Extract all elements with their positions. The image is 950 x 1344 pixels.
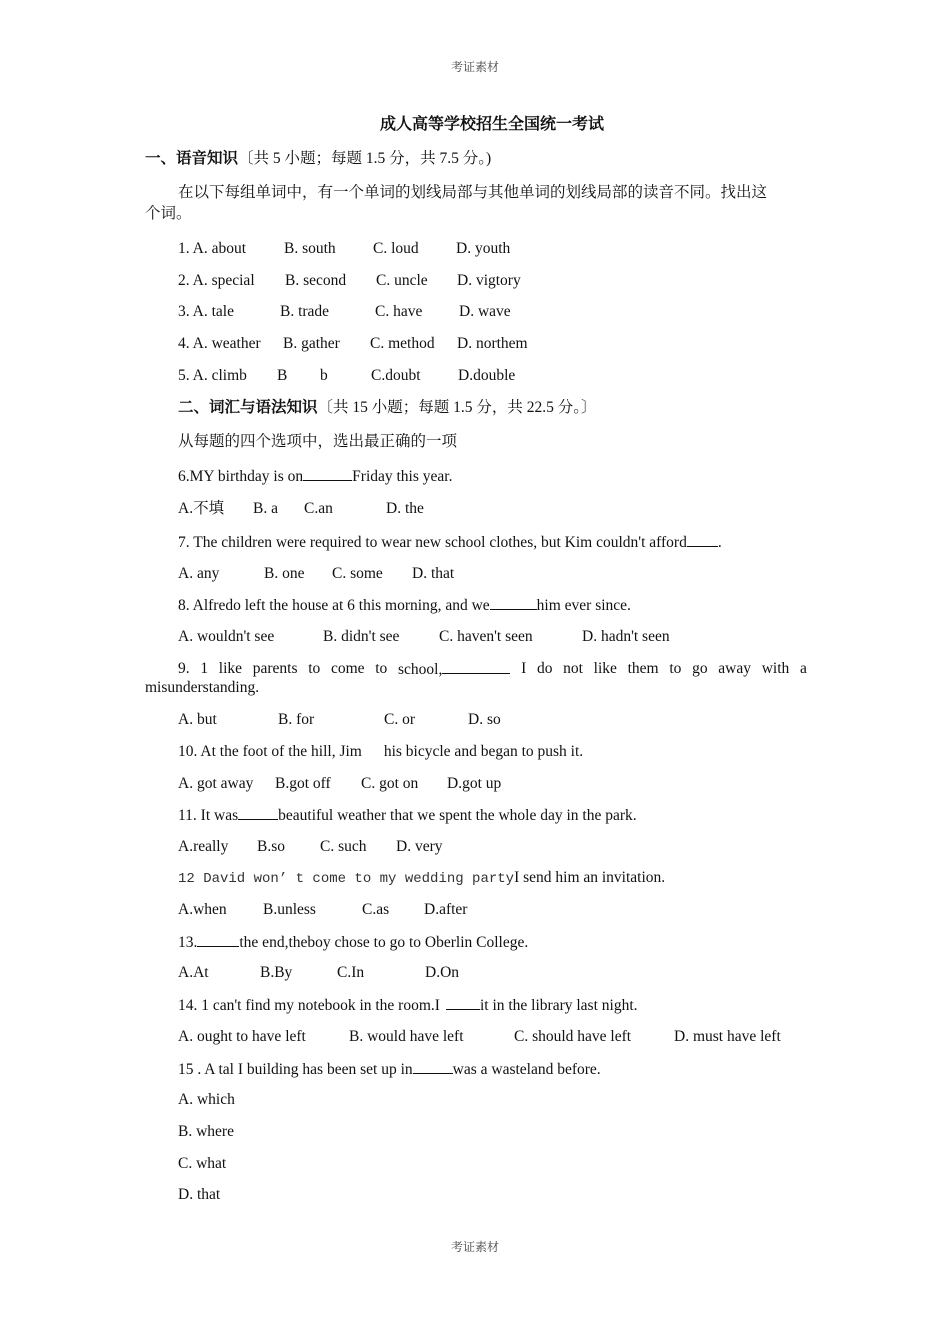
q11-options bbox=[178, 837, 443, 857]
q5-option-b: B bbox=[277, 367, 288, 384]
question-12 bbox=[178, 868, 665, 889]
q7-option-a: A. any bbox=[178, 565, 220, 582]
q14-options bbox=[178, 1027, 781, 1047]
q13-stem-end: the end,theboy chose to go to Oberlin College. bbox=[239, 934, 529, 951]
question-9 bbox=[178, 659, 807, 680]
q8-option-c: C. haven't seen bbox=[439, 628, 533, 645]
q2-option-c: C. uncle bbox=[376, 272, 428, 289]
q9-option-c: C. or bbox=[384, 711, 415, 728]
q2-option-a: 2. A. special bbox=[178, 272, 255, 289]
section2-instruction: 从每题的四个选项中，选出最正确的一项 bbox=[178, 433, 458, 450]
q9-word: I bbox=[521, 660, 527, 677]
q15-option-c: C. what bbox=[178, 1155, 227, 1172]
q15-stem-start: 15 . A tal I building has been set up in bbox=[178, 1061, 413, 1078]
q14-option-c: C. should have left bbox=[514, 1028, 632, 1045]
q13-stem-start: 13. bbox=[178, 934, 198, 951]
q12-option-c: C.as bbox=[362, 901, 390, 918]
q14-option-d: D. must have left bbox=[674, 1028, 781, 1045]
question-6 bbox=[178, 466, 452, 487]
section1-note: 〔共 5 小题；每题 1.5 分，共 7.5 分。) bbox=[238, 150, 492, 167]
q8-options bbox=[178, 627, 670, 647]
q4-option-a: 4. A. weather bbox=[178, 335, 261, 352]
q13-option-b: B.By bbox=[260, 964, 293, 981]
q9-word: with bbox=[761, 660, 790, 677]
q6-option-d: D. the bbox=[386, 500, 424, 517]
q9-word: to bbox=[669, 660, 682, 677]
q9-word: 9. bbox=[178, 660, 190, 677]
question-8 bbox=[178, 595, 631, 616]
q8-option-b: B. didn't see bbox=[323, 628, 400, 645]
q11-option-c: C. such bbox=[320, 838, 367, 855]
q2-option-b: B. second bbox=[285, 272, 347, 289]
q15-stem-end: was a wasteland before. bbox=[452, 1061, 601, 1078]
q6-stem-start: 6.MY birthday is on bbox=[178, 468, 304, 485]
section1-heading: 一、语音知识 bbox=[145, 150, 239, 167]
q14-blank bbox=[446, 995, 480, 1010]
q9-word: to bbox=[308, 660, 321, 677]
q10-option-d: D.got up bbox=[447, 775, 502, 792]
section2-note: 〔共 15 小题；每题 1.5 分，共 22.5 分。〕 bbox=[317, 399, 597, 416]
q11-option-d: D. very bbox=[396, 838, 443, 855]
q11-option-a: A.really bbox=[178, 838, 229, 855]
question-7 bbox=[178, 532, 722, 553]
q7-option-c: C. some bbox=[332, 565, 383, 582]
q4-option-b: B. gather bbox=[283, 335, 340, 352]
question-14 bbox=[178, 995, 638, 1016]
q9-option-a: A. but bbox=[178, 711, 217, 728]
q15-option-a: A. which bbox=[178, 1091, 235, 1108]
q9-word: go bbox=[692, 660, 708, 677]
q10-stem-end: his bicycle and began to push it. bbox=[383, 743, 584, 760]
question-2 bbox=[178, 271, 521, 291]
question-13 bbox=[178, 932, 528, 953]
page-footer: 考证素材 bbox=[450, 1240, 499, 1254]
section2-heading-line bbox=[178, 398, 597, 418]
exam-title: 成人高等学校招生全国统一考试 bbox=[379, 116, 604, 133]
q9-word: like bbox=[218, 660, 243, 677]
q13-blank bbox=[197, 932, 239, 947]
q8-option-d: D. hadn't seen bbox=[582, 628, 670, 645]
question-11 bbox=[178, 805, 637, 826]
q9-word: do bbox=[536, 660, 553, 677]
q13-options bbox=[178, 963, 459, 983]
q9-word: school, bbox=[398, 661, 443, 678]
q15-blank bbox=[413, 1059, 453, 1074]
q8-stem-start: 8. Alfredo left the house at 6 this morning, and we bbox=[178, 597, 490, 614]
q1-option-a: 1. A. about bbox=[178, 240, 247, 257]
q12-option-a: A.when bbox=[178, 901, 227, 918]
q7-option-b: B. one bbox=[264, 565, 305, 582]
q5-option-d: D.double bbox=[458, 367, 516, 384]
q4-option-c: C. method bbox=[370, 335, 435, 352]
q5-option-a: 5. A. climb bbox=[178, 367, 247, 384]
q6-option-a: A.不填 bbox=[178, 500, 225, 517]
q9-word: not bbox=[563, 660, 583, 677]
q8-blank bbox=[490, 595, 537, 610]
q6-option-c: C.an bbox=[304, 500, 333, 517]
q10-options bbox=[178, 774, 501, 794]
question-3 bbox=[178, 302, 511, 322]
q14-stem-start: 14. 1 can't find my notebook in the room.I bbox=[178, 997, 440, 1014]
q13-option-d: D.On bbox=[425, 964, 460, 981]
q1-option-c: C. loud bbox=[373, 240, 419, 257]
question-5 bbox=[178, 366, 515, 386]
q7-option-d: D. that bbox=[412, 565, 455, 582]
q9-word: away bbox=[718, 660, 751, 677]
q8-stem-end: him ever since. bbox=[536, 597, 631, 614]
q13-option-a: A.At bbox=[178, 964, 209, 981]
q6-blank bbox=[303, 466, 352, 481]
q9-word: parents bbox=[252, 660, 298, 677]
q8-option-a: A. wouldn't see bbox=[178, 628, 275, 645]
q3-option-b: B. trade bbox=[280, 303, 330, 320]
q9-option-d: D. so bbox=[468, 711, 501, 728]
q12-option-b: B.unless bbox=[263, 901, 316, 918]
question-15 bbox=[178, 1059, 601, 1080]
q14-stem-end: it in the library last night. bbox=[479, 997, 638, 1014]
q10-option-a: A. got away bbox=[178, 775, 254, 792]
q3-option-c: C. have bbox=[375, 303, 423, 320]
section1-instruction-cont: 个词。 bbox=[145, 205, 192, 222]
q9-option-b: B. for bbox=[278, 711, 315, 728]
q7-stem-start: 7. The children were required to wear new school clothes, but Kim couldn't afford bbox=[178, 534, 687, 551]
q9-word: a bbox=[799, 660, 807, 677]
q12-stem-end: I send him an invitation. bbox=[514, 869, 666, 886]
q10-option-c: C. got on bbox=[361, 775, 419, 792]
q3-option-a: 3. A. tale bbox=[178, 303, 234, 320]
section1-heading-line bbox=[145, 149, 491, 169]
q10-option-b: B.got off bbox=[275, 775, 331, 792]
q12-stem-start: 12 David won’ t come to my wedding party bbox=[178, 871, 515, 887]
q7-stem-end: . bbox=[717, 534, 722, 551]
q7-options bbox=[178, 564, 454, 584]
q9-word: come bbox=[330, 660, 365, 677]
q15-option-d: D. that bbox=[178, 1186, 221, 1203]
q5-option-b-word: b bbox=[320, 367, 328, 384]
page-header: 考证素材 bbox=[450, 60, 499, 74]
q11-option-b: B.so bbox=[257, 838, 285, 855]
q2-option-d: D. vigtory bbox=[457, 272, 521, 289]
q12-options bbox=[178, 900, 467, 920]
q12-option-d: D.after bbox=[424, 901, 468, 918]
q15-option-b: B. where bbox=[178, 1123, 234, 1140]
q9-word: 1 bbox=[200, 660, 209, 677]
q1-option-d: D. youth bbox=[456, 240, 511, 257]
q9-options bbox=[178, 710, 501, 730]
question-4 bbox=[178, 334, 528, 354]
q9-word: them bbox=[627, 660, 659, 677]
q11-stem-end: beautiful weather that we spent the whole day in the park. bbox=[278, 807, 637, 824]
q6-stem-end: Friday this year. bbox=[352, 468, 453, 485]
q13-option-c: C.In bbox=[337, 964, 365, 981]
q9-blank bbox=[442, 659, 510, 674]
q4-option-d: D. northem bbox=[457, 335, 528, 352]
q5-option-c: C.doubt bbox=[371, 367, 421, 384]
q9-word: like bbox=[593, 660, 617, 677]
section1-instruction: 在以下每组单词中，有一个单词的划线局部与其他单词的划线局部的读音不同。找出这 bbox=[178, 184, 768, 201]
q11-stem-start: 11. It was bbox=[178, 807, 239, 824]
q9-stem-cont: misunderstanding. bbox=[145, 679, 260, 696]
q11-blank bbox=[238, 805, 278, 820]
q3-option-d: D. wave bbox=[459, 303, 511, 320]
q9-word-with-blank bbox=[398, 659, 510, 680]
q10-stem-start: 10. At the foot of the hill, Jim bbox=[178, 743, 362, 760]
q14-option-a: A. ought to have left bbox=[178, 1028, 306, 1045]
question-1 bbox=[178, 239, 510, 259]
q6-option-b: B. a bbox=[253, 500, 278, 517]
section2-heading: 二、词汇与语法知识 bbox=[178, 399, 318, 416]
q6-options bbox=[178, 499, 424, 519]
q9-word: to bbox=[375, 660, 388, 677]
q7-blank bbox=[687, 532, 718, 547]
q1-option-b: B. south bbox=[284, 240, 336, 257]
question-10 bbox=[178, 742, 583, 762]
q14-option-b: B. would have left bbox=[349, 1028, 464, 1045]
